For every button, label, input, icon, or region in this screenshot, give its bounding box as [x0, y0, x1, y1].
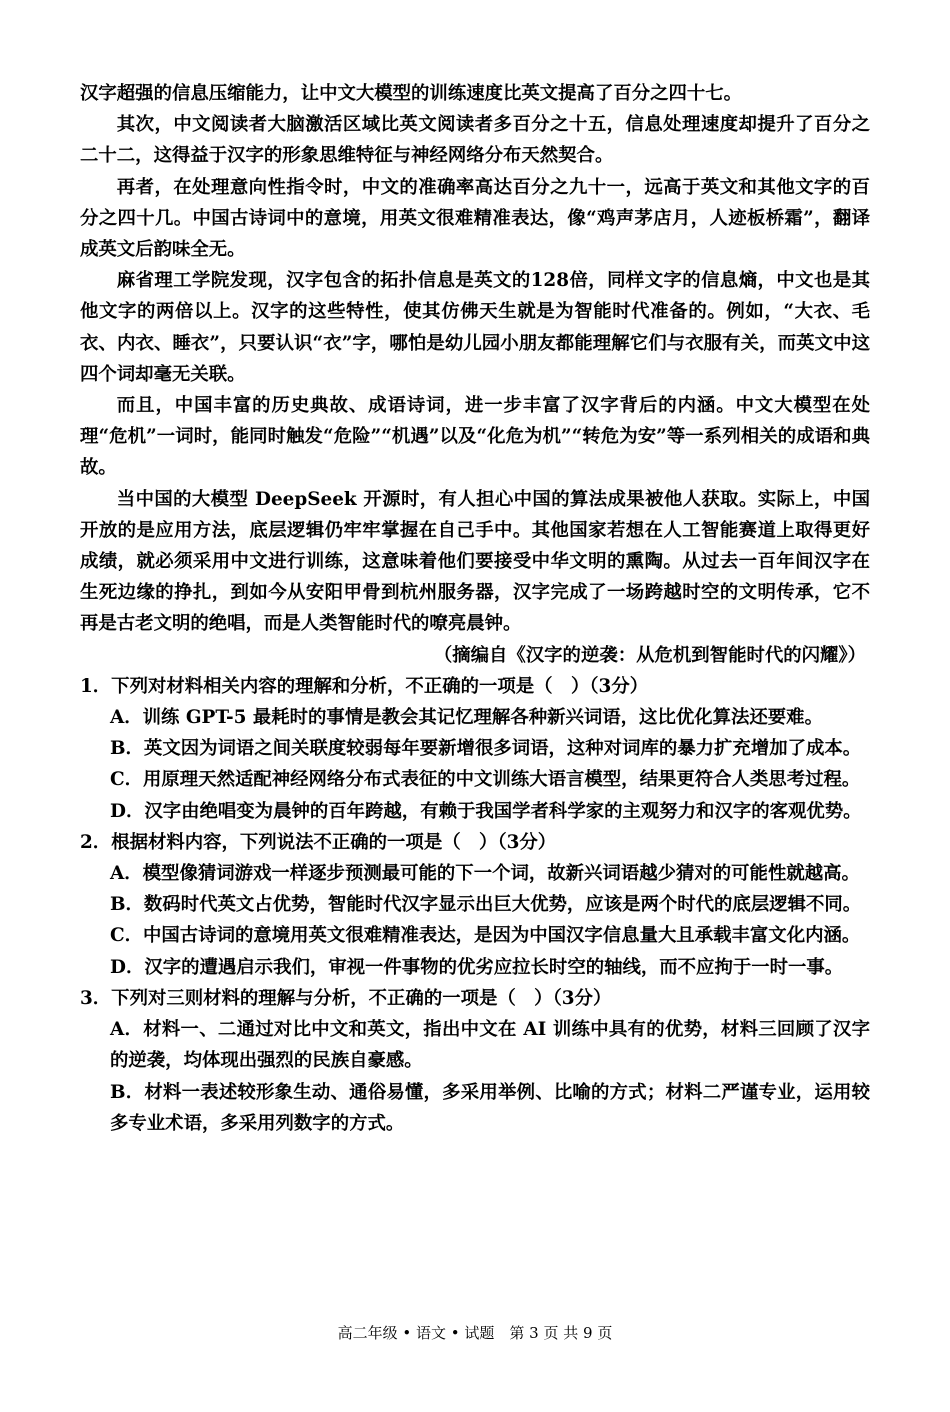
question-3-option-b: B．材料一表述较形象生动、通俗易懂，多采用举例、比喻的方式；材料二严谨专业，运用较多专业术语，多采用列数字的方式。	[110, 1081, 870, 1134]
question-2-option-c: C．中国古诗词的意境用英文很难精准表达，是因为中国汉字信息量大且承载丰富文化内涵。	[110, 925, 861, 947]
paragraph-5: 而且，中国丰富的历史典故、成语诗词，进一步丰富了汉字背后的内涵。中文大模型在处理“危机”一词时，能同时触发“危险”“机遇”以及“化危为机”“转危为安”等一系列相关的成语和典故。	[80, 395, 870, 479]
question-2-option-d: D．汉字的遭遇启示我们，审视一件事物的优劣应拉长时空的轴线，而不应拘于一时一事。	[110, 956, 844, 978]
question-2-option-a: A．模型像猜词游戏一样逐步预测最可能的下一个词，故新兴词语越少猜对的可能性就越高。	[110, 863, 860, 885]
question-1-option-b: B．英文因为词语之间关联度较弱每年要新增很多词语，这种对词库的暴力扩充增加了成本。	[110, 738, 862, 760]
paragraph-6: 当中国的大模型 DeepSeek 开源时，有人担心中国的算法成果被他人获取。实际上，中国开放的是应用方法，底层逻辑仍牢牢掌握在自己手中。其他国家若想在人工智能赛道上取得更好成绩，就必须采用中文进行训练，这意味着他们要接受中华文明的熏陶。从过去一百年间汉字在生死边缘的挣扎，到如今从安阳甲骨到杭州服务器，汉字完成了一场跨越时空的文明传承，它不再是古老文明的绝唱，而是人类智能时代的嘹亮晨钟。	[80, 488, 870, 635]
question-1-option-a: A．训练 GPT-5 最耗时的事情是教会其记忆理解各种新兴词语，这比优化算法还要难。	[110, 707, 823, 729]
paragraph-1: 汉字超强的信息压缩能力，让中文大模型的训练速度比英文提高了百分之四十七。	[80, 83, 743, 104]
question-3-option-a: A．材料一、二通过对比中文和英文，指出中文在 AI 训练中具有的优势，材料三回顾了汉字的逆袭，均体现出强烈的民族自豪感。	[110, 1019, 870, 1072]
paragraph-4: 麻省理工学院发现，汉字包含的拓扑信息是英文的128倍，同样文字的信息熵，中文也是其他文字的两倍以上。汉字的这些特性，使其仿佛天生就是为智能时代准备的。例如，“大衣、毛衣、内衣、睡衣”，只要认识“衣”字，哪怕是幼儿园小朋友都能理解它们与衣服有关，而英文中这四个词却毫无关联。	[80, 270, 870, 385]
question-2-stem: 2．根据材料内容，下列说法不正确的一项是（ ）（3分）	[80, 831, 557, 853]
paragraph-2: 其次，中文阅读者大脑激活区域比英文阅读者多百分之十五，信息处理速度却提升了百分之二十二，这得益于汉字的形象思维特征与神经网络分布天然契合。	[80, 114, 870, 167]
paragraph-3: 再者，在处理意向性指令时，中文的准确率高达百分之九十一，远高于英文和其他文字的百分之四十几。中国古诗词中的意境，用英文很难精准表达，像“鸡声茅店月，人迹板桥霜”，翻译成英文后韵味全无。	[80, 176, 870, 261]
question-1-stem: 1．下列对材料相关内容的理解和分析，不正确的一项是（ ）（3分）	[80, 675, 649, 697]
exam-page	[80, 78, 870, 1139]
question-1-option-d: D．汉字由绝唱变为晨钟的百年跨越，有赖于我国学者科学家的主观努力和汉字的客观优势。	[110, 800, 862, 822]
source-citation: （摘编自《汉字的逆袭：从危机到智能时代的闪耀》）	[433, 644, 866, 666]
question-1-option-c: C．用原理天然适配神经网络分布式表征的中文训练大语言模型，结果更符合人类思考过程。	[110, 769, 861, 791]
question-2-option-b: B．数码时代英文占优势，智能时代汉字显示出巨大优势，应该是两个时代的底层逻辑不同。	[110, 894, 862, 916]
question-3-stem: 3．下列对三则材料的理解与分析，不正确的一项是（ ）（3分）	[80, 987, 612, 1009]
page-footer: 高二年级 • 语文 • 试题 第 3 页 共 9 页	[337, 1324, 613, 1342]
